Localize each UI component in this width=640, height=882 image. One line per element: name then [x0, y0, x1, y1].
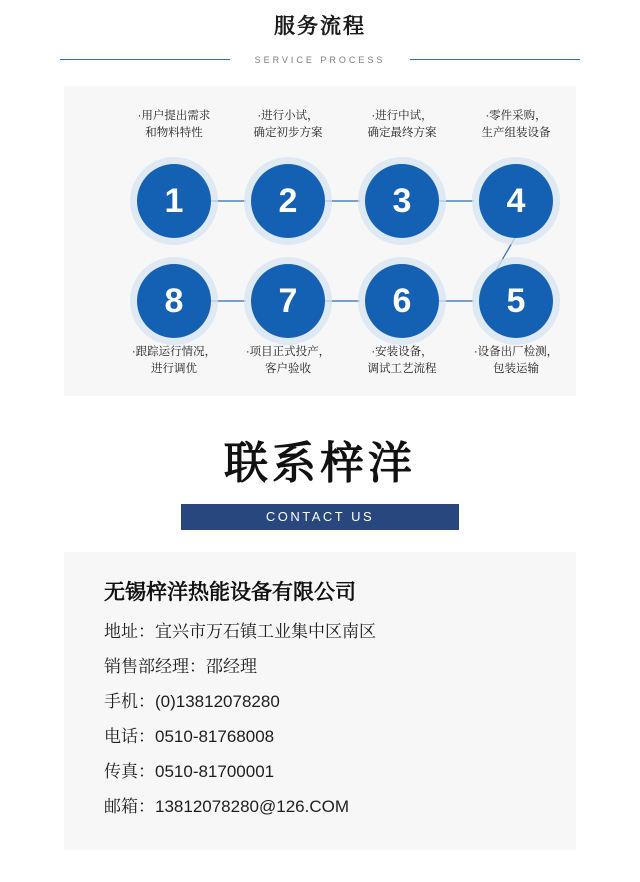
section-subtitle-divider — [60, 50, 580, 68]
company-info-card — [64, 552, 576, 850]
info-address: 地址：宜兴市万石镇工业集中区南区 — [104, 622, 376, 641]
flow-step-label-3: ·进行中试， 确定最终方案 — [367, 110, 437, 139]
flow-step-label-1: ·用户提出需求 和物料特性 — [137, 110, 211, 139]
contact-us-bar: CONTACT US — [181, 504, 459, 530]
flow-step-node-6: 6 — [365, 264, 439, 338]
flow-step-label-6: ·安装设备， 调试工艺流程 — [367, 346, 437, 375]
company-name: 无锡梓洋热能设备有限公司 — [104, 581, 356, 604]
info-email: 邮箱：13812078280@126.COM — [104, 797, 350, 816]
flow-step-label-8: ·跟踪运行情况， 进行调优 — [131, 346, 217, 375]
flow-step-node-7: 7 — [251, 264, 325, 338]
info-sales-manager: 销售部经理：邵经理 — [104, 657, 257, 676]
info-fax: 传真：0510-81700001 — [104, 762, 275, 781]
flow-step-node-4: 4 — [479, 164, 553, 238]
flow-step-label-7: ·项目正式投产， 客户验收 — [245, 346, 331, 375]
contact-heading: 联系梓洋 — [224, 439, 416, 488]
flow-step-node-5: 5 — [479, 264, 553, 338]
page-title: 服务流程 — [274, 15, 366, 38]
flow-step-node-8: 8 — [137, 264, 211, 338]
service-process-header — [0, 0, 640, 68]
flow-step-node-3: 3 — [365, 164, 439, 238]
info-mobile: 手机：(0)13812078280 — [104, 692, 280, 711]
flow-step-label-2: ·进行小试， 确定初步方案 — [253, 110, 323, 139]
flow-step-label-4: ·零件采购， 生产组装设备 — [481, 110, 551, 139]
flow-step-label-5: ·设备出厂检测， 包装运输 — [473, 346, 559, 375]
flow-step-node-1: 1 — [137, 164, 211, 238]
service-flow-diagram — [64, 86, 576, 396]
info-phone: 电话：0510-81768008 — [104, 727, 275, 746]
section-subtitle: SERVICE PROCESS — [243, 51, 398, 69]
flow-step-node-2: 2 — [251, 164, 325, 238]
